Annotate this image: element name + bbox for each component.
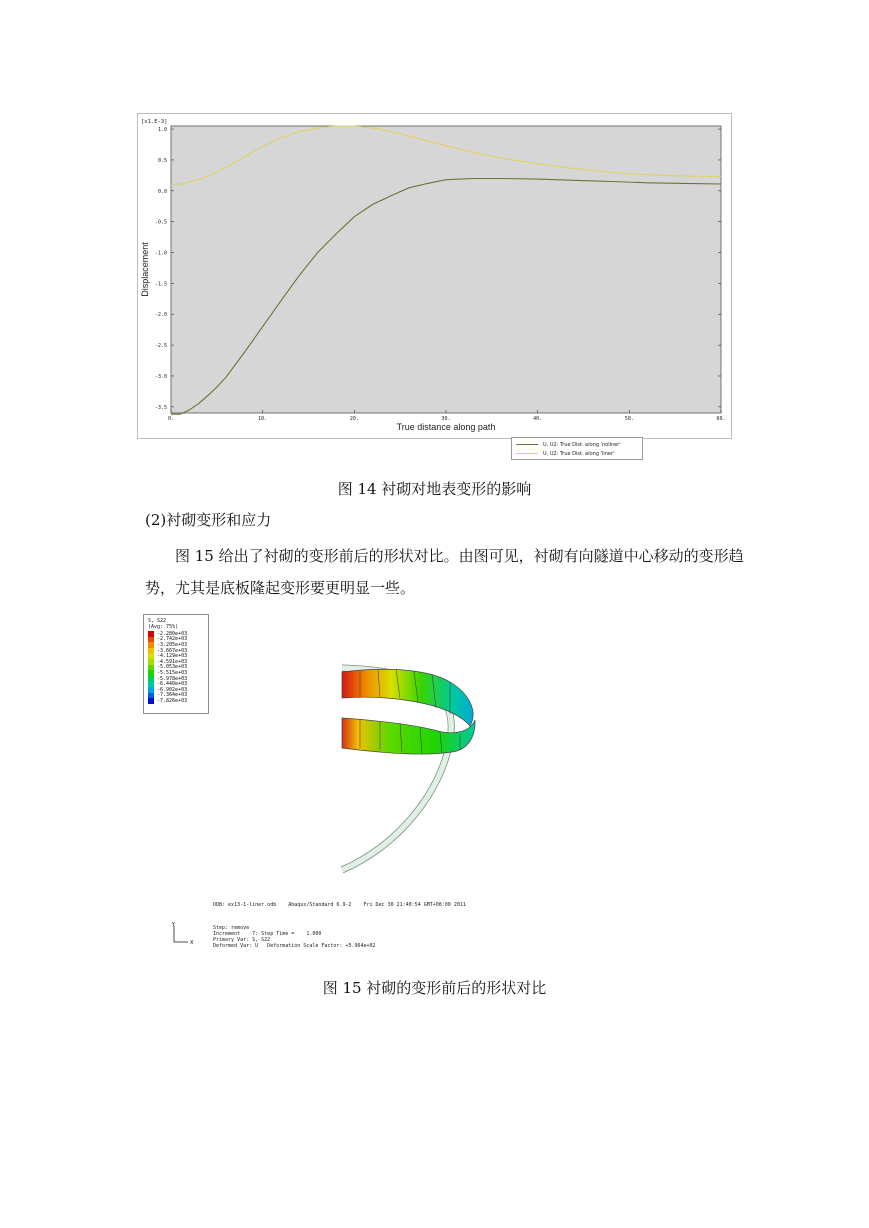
- y-tick-label: 1.0: [157, 127, 167, 134]
- plot-area: [171, 126, 721, 413]
- contour-legend-value: -3.667e+03: [157, 647, 188, 654]
- increment-line: Increment 7: Step Time = 1.000: [213, 931, 322, 937]
- legend-swatch-liner: [516, 453, 538, 454]
- contour-legend-value: -6.440e+03: [157, 681, 188, 688]
- chart-legend: [511, 437, 643, 460]
- legend-swatch-noliner: [516, 444, 538, 445]
- x-tick-label: 60.: [716, 416, 726, 422]
- y-tick-label: -2.5: [154, 343, 167, 350]
- legend-label-liner: U, U2: True Dist. along 'liner': [543, 450, 615, 457]
- contour-legend-value: -2.742e+03: [157, 636, 188, 643]
- x-tick-label: 0.: [167, 416, 175, 422]
- y-scale-label: [x1.E-3]: [141, 119, 168, 125]
- contour-legend-subtitle: (Avg: 75%): [148, 624, 179, 630]
- contour-legend-value: -7.364e+03: [157, 692, 188, 699]
- y-axis-label: Displacement: [140, 242, 150, 297]
- legend-entry-liner: [516, 449, 614, 458]
- figure14-caption: 图 14 衬砌对地表变形的影响: [337, 480, 532, 498]
- y-tick-label: 0.0: [157, 188, 167, 195]
- primary-var-line: Primary Var: S, S22: [213, 937, 271, 943]
- contour-legend-value: -5.515e+03: [157, 669, 188, 676]
- figure15-caption: 图 15 衬砌的变形前后的形状对比: [322, 979, 547, 997]
- contour-legend-value: -2.280e+03: [157, 630, 188, 637]
- axis-triad: [168, 922, 196, 946]
- x-axis-label: True distance along path: [396, 422, 496, 432]
- y-tick-label: 0.5: [157, 157, 167, 164]
- y-tick-label: -3.0: [154, 373, 167, 380]
- legend-entry-noliner: [516, 440, 621, 449]
- deformed-lining-invert: [342, 718, 475, 754]
- x-tick-label: 20.: [349, 416, 359, 422]
- step-line: Step: remove: [213, 925, 250, 931]
- contour-legend-swatch: [148, 698, 154, 704]
- displacement-chart: [137, 113, 732, 439]
- axis-x-label: X: [190, 940, 194, 946]
- y-tick-label: -0.5: [154, 219, 167, 226]
- section-heading: (2)衬砌变形和应力: [145, 511, 272, 529]
- axis-y-label: Y: [172, 922, 176, 928]
- contour-legend-value: -5.053e+03: [157, 664, 188, 671]
- contour-legend-value: -4.591e+03: [157, 658, 188, 665]
- x-tick-label: 50.: [624, 416, 634, 422]
- legend-label-noliner: U, U2: True Dist. along 'noliner': [543, 441, 621, 448]
- y-tick-label: -1.0: [154, 250, 167, 257]
- contour-legend: [143, 614, 209, 714]
- contour-legend-value: -4.129e+03: [157, 653, 188, 660]
- deformed-var-line: Deformed Var: U Deformation Scale Factor: +5.964e+02: [213, 943, 376, 949]
- x-tick-label: 30.: [441, 416, 451, 422]
- contour-legend-title: S, S22: [148, 618, 167, 624]
- odb-info-line: ODB: ex13-1-liner.odb Abaqus/Standard 6.9-2 Fri Dec 30 21:40:54 GMT+08:00 2011: [213, 902, 466, 908]
- contour-legend-value: -7.826e+03: [157, 697, 188, 704]
- chart-svg: [138, 114, 733, 440]
- section-paragraph: 图 15 给出了衬砌的变形前后的形状对比。由图可见，衬砌有向隧道中心移动的变形趋势，尤其是底板隆起变形要更明显一些。: [145, 547, 744, 597]
- y-tick-label: -2.0: [154, 312, 167, 319]
- contour-legend-value: -6.902e+03: [157, 686, 188, 693]
- contour-legend-value: -5.978e+03: [157, 675, 188, 682]
- x-tick-label: 40.: [533, 416, 543, 422]
- y-tick-label: -1.5: [154, 281, 167, 288]
- x-tick-label: 10.: [258, 416, 268, 422]
- y-tick-label: -3.5: [154, 404, 167, 411]
- lining-deformation-plot: [330, 660, 520, 880]
- contour-legend-row: [148, 698, 187, 704]
- contour-legend-value: -3.205e+03: [157, 641, 188, 648]
